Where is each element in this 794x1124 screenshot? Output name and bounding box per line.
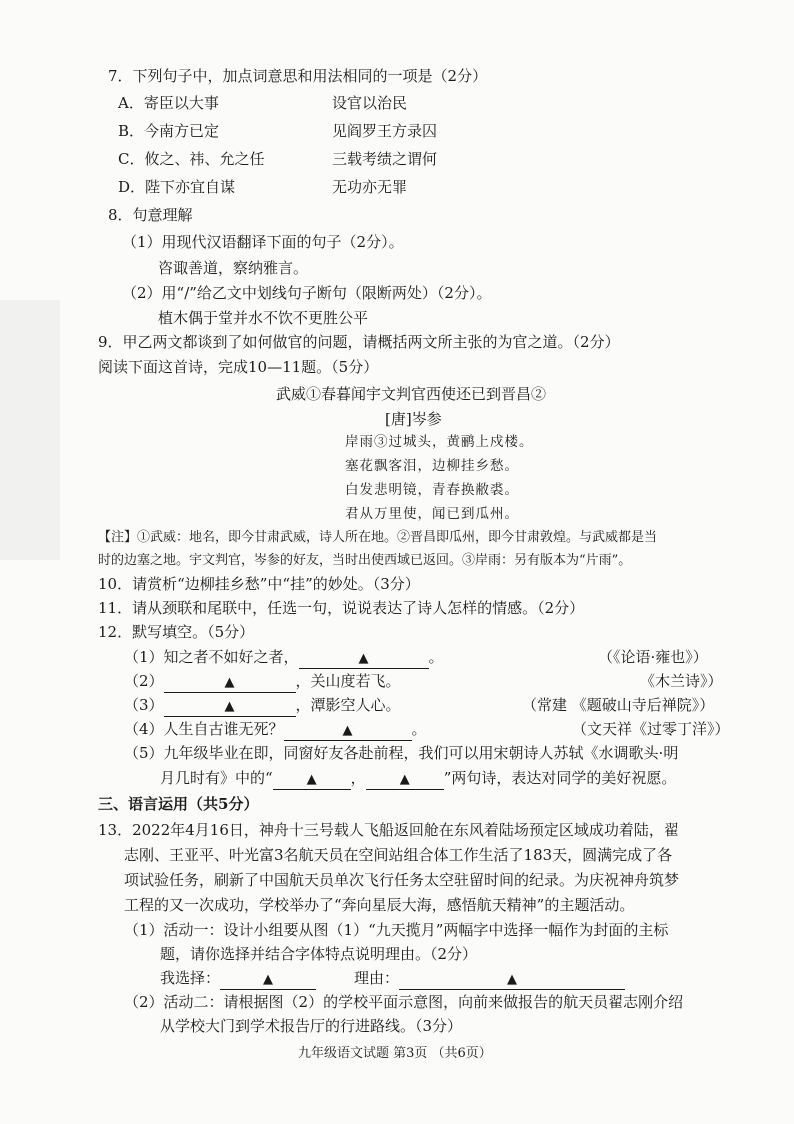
q12-item-1	[124, 647, 444, 669]
q12-item-1-post: 。	[428, 648, 444, 666]
poem-note: 【注】①武威：地名，即今甘肃武威，诗人所在地。②晋昌即瓜州，即今甘肃敦煌。与武威都是当	[98, 530, 658, 545]
q7-option-b-pair: 见阎罗王方录囚	[332, 122, 438, 140]
q12-item-4-source: （文天祥《过零丁洋》）	[572, 720, 730, 738]
q12-item-5-pre: 月几时有》中的“	[160, 769, 273, 787]
poem-line: 白发悲明镜，青春换敝裘。	[345, 482, 519, 498]
q13-activity1: （1）活动一：设计小组要从图（1）“九天揽月”两幅字中选择一幅作为封面的主标	[124, 921, 669, 939]
q12-item-2-source: 《木兰诗》）	[640, 672, 723, 690]
answer-blank[interactable]: ▲	[399, 973, 625, 990]
q13-line: 志刚、王亚平、叶光富3名航天员在空间站组合体工作生活了183天，圆满完成了各	[124, 846, 673, 864]
q13-line: 项试验任务，刷新了中国航天员单次飞行任务太空驻留时间的纪录。为庆祝神舟筑梦	[124, 871, 680, 889]
answer-blank[interactable]: ▲	[284, 724, 412, 741]
q12-item-2-pre: （2）	[124, 672, 164, 690]
q7-option-a-pair: 设官以治民	[332, 94, 408, 112]
answer-blank[interactable]: ▲	[164, 676, 296, 693]
q9: 9．甲乙两文都谈到了如何做官的问题，请概括两文所主张的为官之道。（2分）	[98, 333, 620, 351]
q12-item-5-post: ”两句诗，表达对同学的美好祝愿。	[443, 769, 677, 787]
poem-title: 武威①春暮闻宇文判官西使还已到晋昌②	[276, 385, 547, 403]
q7-option-a: A．寄臣以大事	[118, 94, 219, 112]
q13-line: 工程的又一次成功，学校举办了“奔向星辰大海，感悟航天精神”的主题活动。	[124, 896, 635, 914]
q12-item-5-mid: ，	[350, 769, 366, 787]
q8-sub1-text: 咨诹善道，察纳雅言。	[158, 259, 309, 277]
q12-item-3	[124, 695, 401, 717]
reading-instruction: 阅读下面这首诗，完成10—11题。（5分）	[98, 358, 379, 376]
q10: 10．请赏析“边柳挂乡愁”中“挂”的妙处。（3分）	[98, 575, 420, 593]
q12-item-1-source: （《论语·雍也》）	[598, 648, 708, 666]
q8-sub2-text: 植木偶于堂并水不饮不更胜公平	[158, 309, 369, 327]
q12-item-4	[124, 719, 427, 741]
q8-sub1: （1）用现代汉语翻译下面的句子（2分）。	[122, 233, 404, 251]
choose-label: 我选择：	[160, 969, 221, 987]
q12-item-3-source: （常建 《题破山寺后禅院》）	[522, 696, 715, 714]
q7-option-c-pair: 三载考绩之谓何	[332, 150, 438, 168]
q11: 11．请从颈联和尾联中，任选一句，说说表达了诗人怎样的情感。（2分）	[98, 599, 585, 617]
q7-option-d: D．陛下亦宜自谋	[118, 178, 236, 196]
q12-item-5-line1: （5）九年级毕业在即，同窗好友各赴前程，我们可以用宋朝诗人苏轼《水调歌头·明	[124, 744, 679, 762]
q12-item-4-post: 。	[411, 720, 427, 738]
poem-author: [唐]岑参	[385, 410, 442, 428]
q12-item-1-pre: （1）知之者不如好之者，	[124, 648, 299, 666]
q7-option-b: B．今南方已定	[118, 122, 220, 140]
answer-blank[interactable]: ▲	[299, 652, 429, 669]
answer-blank[interactable]: ▲	[366, 773, 444, 790]
q13-reason-row	[354, 968, 625, 990]
answer-blank[interactable]: ▲	[273, 773, 351, 790]
poem-line: 塞花飘客泪，边柳挂乡愁。	[345, 458, 519, 474]
poem-line: 岸雨③过城头，黄鹂上戍楼。	[345, 434, 534, 450]
q12-stem: 12．默写填空。（5分）	[98, 623, 255, 641]
q13-activity1-cont: 题，请你选择并结合字体特点说明理由。（2分）	[160, 945, 478, 963]
section-heading: 三、语言运用（共5分）	[98, 795, 259, 813]
q12-item-2-post: ，关山度若飞。	[295, 672, 401, 690]
q8-sub2: （2）用“/”给乙文中划线句子断句（限断两处）（2分）。	[122, 284, 492, 302]
q7-stem: 7．下列句子中，加点词意思和用法相同的一项是（2分）	[108, 67, 488, 85]
reason-label: 理由：	[354, 969, 400, 987]
answer-blank[interactable]: ▲	[164, 700, 296, 717]
q13-line: 13．2022年4月16日，神舟十三号载人飞船返回舱在东风着陆场预定区域成功着陆，翟	[98, 821, 679, 839]
scan-shadow	[0, 300, 60, 560]
q13-activity2-cont: 从学校大门到学术报告厅的行进路线。（3分）	[160, 1017, 463, 1035]
answer-blank[interactable]: ▲	[220, 973, 316, 990]
page-footer: 九年级语文试题 第3页 （共6页）	[298, 1046, 492, 1061]
q12-item-5-line2	[160, 768, 676, 790]
poem-note: 时的边塞之地。宇文判官，岑参的好友，当时出使西域已返回。③岸雨：另有版本为“片雨”。	[98, 553, 632, 568]
q13-choose-row	[160, 968, 316, 990]
q7-option-d-pair: 无功亦无罪	[332, 178, 408, 196]
q8-stem: 8．句意理解	[108, 206, 193, 224]
q12-item-3-post: ，潭影空人心。	[295, 696, 401, 714]
q12-item-4-pre: （4）人生自古谁无死？	[124, 720, 284, 738]
q12-item-2	[124, 671, 401, 693]
poem-line: 君从万里使，闻已到瓜州。	[345, 506, 519, 522]
q7-option-c: C．攸之、祎、允之任	[118, 150, 265, 168]
q13-activity2: （2）活动二：请根据图（2）的学校平面示意图，向前来做报告的航天员翟志刚介绍	[124, 993, 684, 1011]
q12-item-3-pre: （3）	[124, 696, 164, 714]
